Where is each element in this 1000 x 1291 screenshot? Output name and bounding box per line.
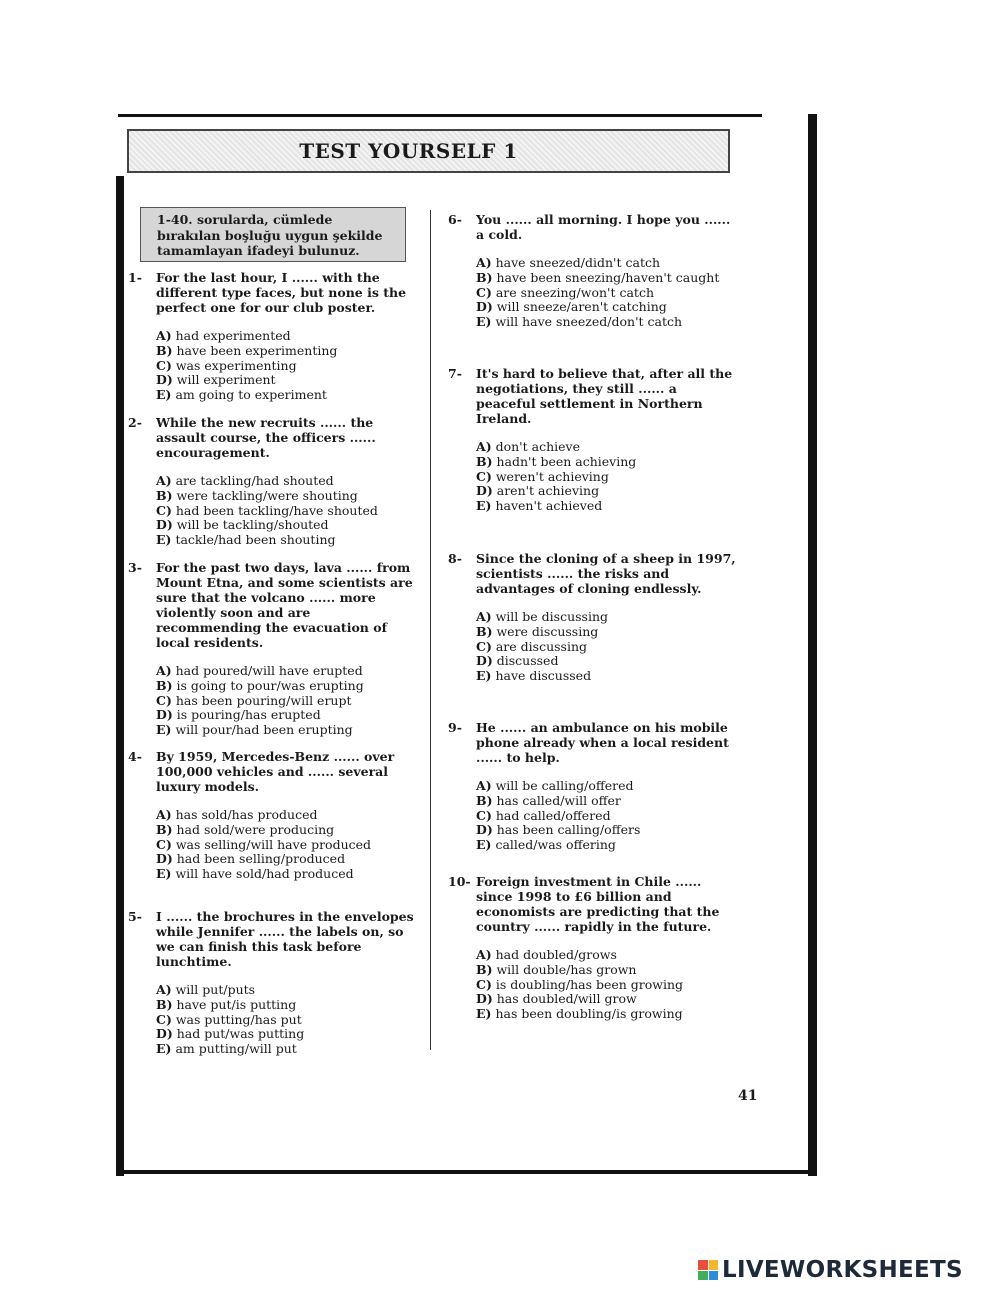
options-list [476,948,736,1022]
option-b[interactable]: B) hadn't been achieving [476,453,637,469]
question-stem: By 1959, Mercedes-Benz ...... over 100,000 vehicles and ...... several luxury models. [156,749,395,794]
question-8: 8- Since the cloning of a sheep in 1997, scientists ...... the risks and advantages of cloning endlessly. A) will be discussing B) were discussing C) are discussing D) discussed E) have discussed [448,551,736,684]
options-list [156,474,416,548]
option-d[interactable]: D) will experiment [156,372,276,388]
question-2: 2- While the new recruits ...... the assault course, the officers ...... encouragement. A) are tackling/had shouted B) were tackling/were shouting C) had been tackling/have shouted D) will be tackling/shouted E) tackle/had been shouting [128,415,416,548]
question-10: 10- Foreign investment in Chile ...... since 1998 to £6 billion and economists are predicting that the country ...... rapidly in the future. A) had doubled/grows B) will double/has grown C) is doubling/has been growing D) has doubled/will grow E) has been doubling/is growing [448,874,736,1022]
option-b[interactable]: B) has called/will offer [476,792,621,808]
options-list [476,440,736,514]
option-d[interactable]: D) is pouring/has erupted [156,707,321,723]
question-7: 7- It's hard to believe that, after all the negotiations, they still ...... a peaceful settlement in Northern Ireland. A) don't achieve B) hadn't been achieving C) weren't achieving D) aren't achieving E) haven't achieved [448,366,736,514]
option-d[interactable]: D) aren't achieving [476,483,600,499]
option-b[interactable]: B) have been sneezing/haven't caught [476,269,720,285]
option-a[interactable]: A) had doubled/grows [476,947,617,962]
option-b[interactable]: B) have been experimenting [156,342,338,358]
question-6: 6- You ...... all morning. I hope you ...... a cold. A) have sneezed/didn't catch B) have been sneezing/haven't caught C) are sneezing/won't catch D) will sneeze/aren't catching E) will have sneezed/don't catch [448,212,736,330]
option-c[interactable]: C) weren't achieving [476,468,609,484]
option-d[interactable]: D) will sneeze/aren't catching [476,299,667,315]
option-d[interactable]: D) had been selling/produced [156,851,346,867]
option-a[interactable]: A) have sneezed/didn't catch [476,255,661,270]
option-e[interactable]: E) am putting/will put [156,1041,297,1057]
option-d[interactable]: D) will be tackling/shouted [156,517,329,533]
icon-square-c [698,1271,708,1281]
question-stem: It's hard to believe that, after all the negotiations, they still ...... a peaceful settlement in Northern Ireland. [476,366,733,426]
liveworksheets-icon [698,1260,718,1280]
option-b[interactable]: B) have put/is putting [156,996,297,1012]
option-a[interactable]: A) had experimented [156,328,291,343]
question-5: 5- I ...... the brochures in the envelopes while Jennifer ...... the labels on, so we can finish this task before lunchtime. A) will put/puts B) have put/is putting C) was putting/has put D) had put/was putting E) am putting/will put [128,909,416,1057]
top-rule [118,114,762,117]
option-c[interactable]: C) was experimenting [156,357,297,373]
option-c[interactable]: C) had called/offered [476,807,611,823]
option-c[interactable]: C) is doubling/has been growing [476,976,684,992]
column-divider [430,210,431,1050]
option-b[interactable]: B) will double/has grown [476,961,637,977]
option-c[interactable]: C) has been pouring/will erupt [156,692,352,708]
page-number: 41 [738,1088,758,1104]
question-stem: For the past two days, lava ...... from Mount Etna, and some scientists are sure that the volcano ...... more violently soon and are recommending the evacuation of local residents. [156,560,413,650]
option-e[interactable]: E) tackle/had been shouting [156,532,336,548]
options-list [156,808,416,882]
options-list [156,983,416,1057]
page-title: TEST YOURSELF 1 [299,139,518,163]
options-list [476,779,736,853]
right-rule [808,114,817,1176]
option-c[interactable]: C) was putting/has put [156,1011,302,1027]
option-e[interactable]: E) have discussed [476,668,592,684]
option-a[interactable]: A) has sold/has produced [156,807,318,822]
options-list [156,329,416,403]
option-a[interactable]: A) will put/puts [156,982,256,997]
option-d[interactable]: D) discussed [476,653,559,669]
title-banner [127,129,730,173]
option-e[interactable]: E) am going to experiment [156,387,327,403]
left-rule [116,176,124,1176]
icon-square-a [698,1260,708,1270]
question-stem: While the new recruits ...... the assault course, the officers ...... encouragement. [156,415,376,460]
question-stem: Since the cloning of a sheep in 1997, scientists ...... the risks and advantages of cloning endlessly. [476,551,736,596]
options-list [156,664,416,738]
option-d[interactable]: D) has doubled/will grow [476,991,637,1007]
option-b[interactable]: B) were tackling/were shouting [156,487,358,503]
question-stem: Foreign investment in Chile ...... since 1998 to £6 billion and economists are predicting that the country ...... rapidly in the future. [476,874,720,934]
option-c[interactable]: C) are sneezing/won't catch [476,284,655,300]
question-stem: He ...... an ambulance on his mobile phone already when a local resident ...... to help. [476,720,729,765]
options-list [476,610,736,684]
option-b[interactable]: B) is going to pour/was erupting [156,677,364,693]
icon-square-d [709,1271,719,1281]
option-a[interactable]: A) will be calling/offered [476,778,634,793]
option-a[interactable]: A) will be discussing [476,609,608,624]
brand-name: LIVEWORKSHEETS [722,1257,963,1283]
brand-logo[interactable] [698,1257,963,1283]
option-b[interactable]: B) were discussing [476,623,599,639]
option-e[interactable]: E) has been doubling/is growing [476,1006,683,1022]
question-stem: For the last hour, I ...... with the different type faces, but none is the perfect one for our club poster. [156,270,407,315]
option-a[interactable]: A) had poured/will have erupted [156,663,363,678]
bottom-rule [118,1170,817,1174]
question-4: 4- By 1959, Mercedes-Benz ...... over 100,000 vehicles and ...... several luxury models. A) has sold/has produced B) had sold/were producing C) was selling/will have produced D) had been selling/produced E) will have sold/had produced [128,749,416,882]
option-e[interactable]: E) will have sneezed/don't catch [476,314,683,330]
question-stem: I ...... the brochures in the envelopes while Jennifer ...... the labels on, so we can finish this task before lunchtime. [156,909,414,969]
question-stem: You ...... all morning. I hope you ...... a cold. [476,212,731,242]
option-d[interactable]: D) had put/was putting [156,1026,305,1042]
instruction-box: 1-40. sorularda, cümlede bırakılan boşluğu uygun şekilde tamamlayan ifadeyi bulunuz. [140,207,406,262]
option-c[interactable]: C) are discussing [476,638,588,654]
option-e[interactable]: E) will have sold/had produced [156,866,354,882]
option-c[interactable]: C) had been tackling/have shouted [156,502,378,518]
question-9: 9- He ...... an ambulance on his mobile phone already when a local resident ...... to help. A) will be calling/offered B) has called/will offer C) had called/offered D) has been calling/offers E) called/was offering [448,720,736,853]
option-c[interactable]: C) was selling/will have produced [156,836,372,852]
question-1: 1- For the last hour, I ...... with the different type faces, but none is the perfect one for our club poster. A) had experimented B) have been experimenting C) was experimenting D) will experiment E) am going to experiment [128,270,416,403]
options-list [476,256,736,330]
option-e[interactable]: E) called/was offering [476,837,616,853]
question-3: 3- For the past two days, lava ...... from Mount Etna, and some scientists are sure that the volcano ...... more violently soon and are recommending the evacuation of local residents. A) had poured/will have erupted B) is going to pour/was erupting C) has been pouring/will erupt D) is pouring/has erupted E) will pour/had been erupting [128,560,416,738]
option-a[interactable]: A) are tackling/had shouted [156,473,334,488]
option-e[interactable]: E) will pour/had been erupting [156,722,353,738]
option-d[interactable]: D) has been calling/offers [476,822,641,838]
icon-square-b [709,1260,719,1270]
option-b[interactable]: B) had sold/were producing [156,821,335,837]
option-a[interactable]: A) don't achieve [476,439,580,454]
option-e[interactable]: E) haven't achieved [476,498,603,514]
